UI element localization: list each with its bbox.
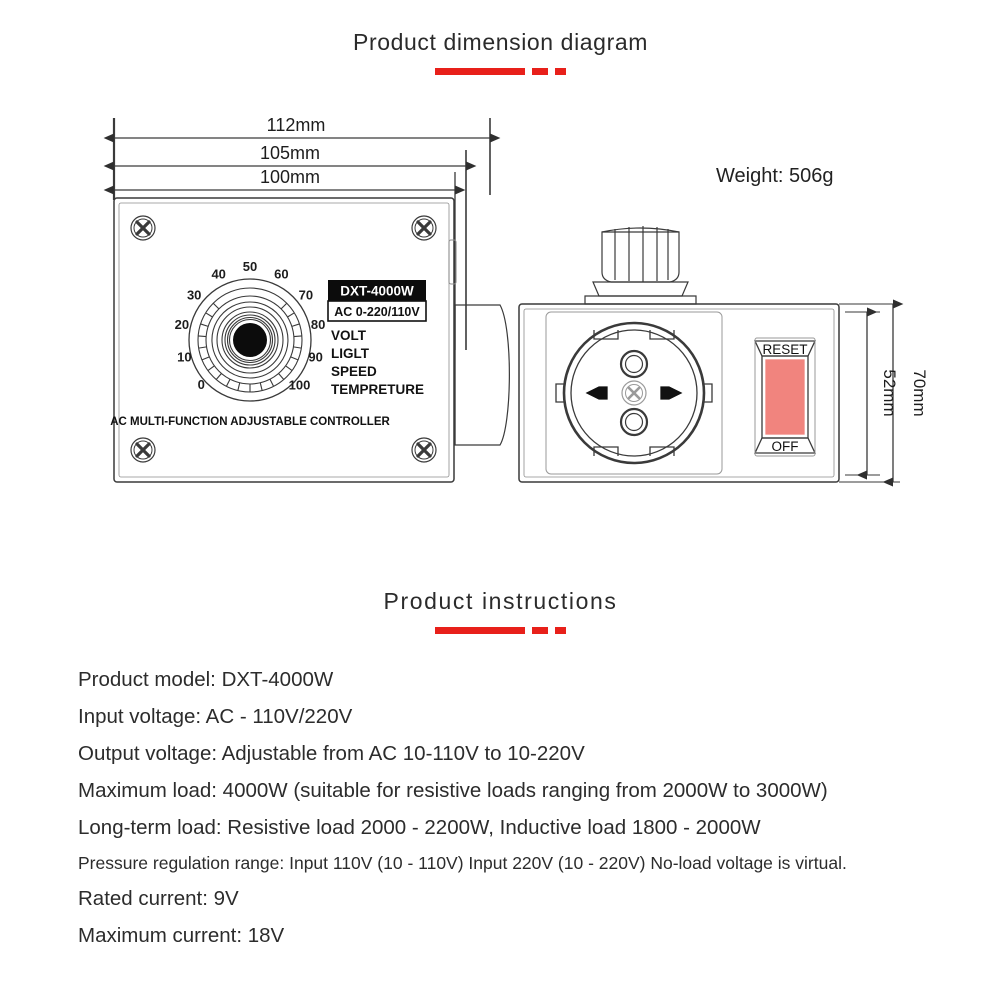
model-badge-text: DXT-4000W: [340, 283, 414, 299]
dial-tick-40: 40: [211, 266, 226, 282]
header-rule-decoration: [0, 68, 1001, 75]
dim-label-70mm: 70mm: [910, 369, 929, 417]
dimension-diagram: [0, 100, 1001, 530]
dim-label-100mm: 100mm: [259, 167, 321, 187]
dim-label-52mm: 52mm: [880, 369, 899, 417]
panel-footer-text: AC MULTI-FUNCTION ADJUSTABLE CONTROLLER: [110, 416, 390, 428]
instruction-line: Product model: DXT-4000W: [78, 668, 334, 691]
instruction-line: Maximum load: 4000W (suitable for resistive loads ranging from 2000W to 3000W): [78, 779, 828, 802]
function-label-volt: VOLT: [331, 328, 366, 343]
dial-tick-20: 20: [174, 317, 190, 333]
dial-tick-80: 80: [310, 317, 326, 333]
rule-bar-long-2: [435, 627, 525, 634]
breaker-off-label: OFF: [771, 439, 799, 454]
voltage-badge-text: AC 0-220/110V: [334, 305, 420, 319]
instructions-list: [78, 668, 978, 961]
dimension-section-header: [0, 30, 1001, 75]
function-label-speed: SPEED: [331, 364, 377, 379]
weight-label: Weight: 506g: [716, 165, 834, 187]
function-label-liglt: LIGLT: [331, 346, 369, 361]
dial-tick-0: 0: [197, 376, 205, 392]
function-label-tempreture: TEMPRETURE: [331, 382, 425, 397]
rule-bar-dot: [555, 68, 566, 75]
instruction-line: Output voltage: Adjustable from AC 10-110V to 10-220V: [78, 742, 585, 765]
dial-tick-90: 90: [308, 349, 323, 365]
instruction-line: Long-term load: Resistive load 2000 - 2200W, Inductive load 1800 - 2000W: [78, 816, 761, 839]
rule-bar-dot-2: [555, 627, 566, 634]
dial-tick-10: 10: [177, 349, 192, 365]
rule-bar-mid: [532, 68, 548, 75]
dial-tick-60: 60: [274, 266, 289, 282]
dimension-header-text: Product dimension diagram: [353, 29, 648, 55]
dial-tick-100: 100: [288, 377, 311, 393]
dial-tick-30: 30: [186, 287, 202, 303]
breaker-reset-label: RESET: [762, 342, 808, 357]
instruction-line: Input voltage: AC - 110V/220V: [78, 705, 353, 728]
instructions-section-header: [0, 589, 1001, 634]
instruction-line: Rated current: 9V: [78, 887, 239, 910]
instruction-line: Pressure regulation range: Input 110V (10 - 110V) Input 220V (10 - 220V) No-load voltage is virtual.: [78, 853, 847, 873]
rule-bar-long: [435, 68, 525, 75]
instructions-header-text: Product instructions: [383, 588, 618, 614]
header-rule-decoration-2: [0, 627, 1001, 634]
dim-label-112mm: 112mm: [266, 115, 326, 135]
dial-tick-50: 50: [242, 259, 258, 274]
rule-bar-mid-2: [532, 627, 548, 634]
dial-tick-70: 70: [298, 287, 314, 303]
instruction-line: Maximum current: 18V: [78, 924, 285, 947]
dim-label-105mm: 105mm: [259, 143, 321, 163]
